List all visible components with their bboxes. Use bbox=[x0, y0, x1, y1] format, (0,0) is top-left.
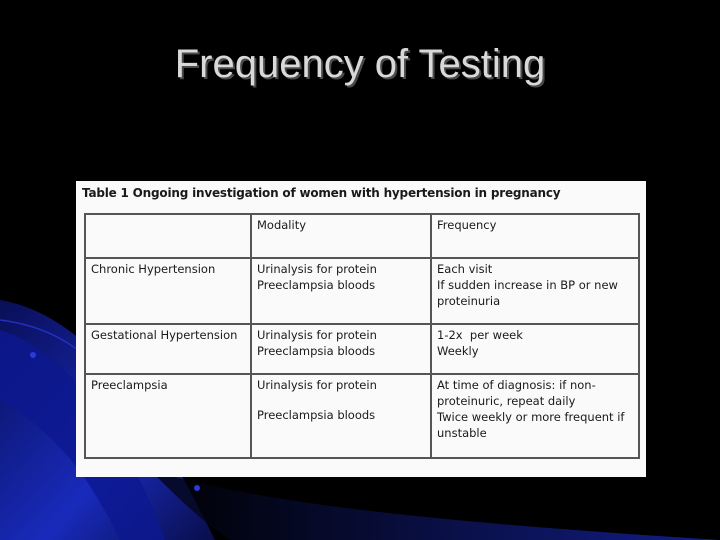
table-caption: Table 1 Ongoing investigation of women with hypertension in pregnancy bbox=[82, 186, 561, 200]
frequency-cell: At time of diagnosis: if non-proteinuric, repeat daily Twice weekly or more frequent if unstable bbox=[431, 374, 639, 458]
table-row bbox=[85, 258, 639, 324]
modality-cell: Urinalysis for protein Preeclampsia bloods bbox=[251, 374, 431, 458]
frequency-cell: 1-2x per week Weekly bbox=[431, 324, 639, 374]
header-modality: Modality bbox=[251, 214, 431, 258]
modality-cell: Urinalysis for protein Preeclampsia bloods bbox=[251, 258, 431, 324]
slide-title: Frequency of Testing bbox=[174, 42, 546, 86]
header-frequency: Frequency bbox=[431, 214, 639, 258]
table-row bbox=[85, 324, 639, 374]
table-header-row bbox=[85, 214, 639, 258]
condition-cell: Preeclampsia bbox=[85, 374, 251, 458]
frequency-cell: Each visit If sudden increase in BP or new proteinuria bbox=[431, 258, 639, 324]
table-figure bbox=[76, 181, 646, 477]
table-row bbox=[85, 374, 639, 458]
condition-cell: Chronic Hypertension bbox=[85, 258, 251, 324]
modality-cell: Urinalysis for protein Preeclampsia bloods bbox=[251, 324, 431, 374]
testing-frequency-table bbox=[84, 213, 640, 459]
header-empty bbox=[85, 214, 251, 258]
condition-cell: Gestational Hypertension bbox=[85, 324, 251, 374]
